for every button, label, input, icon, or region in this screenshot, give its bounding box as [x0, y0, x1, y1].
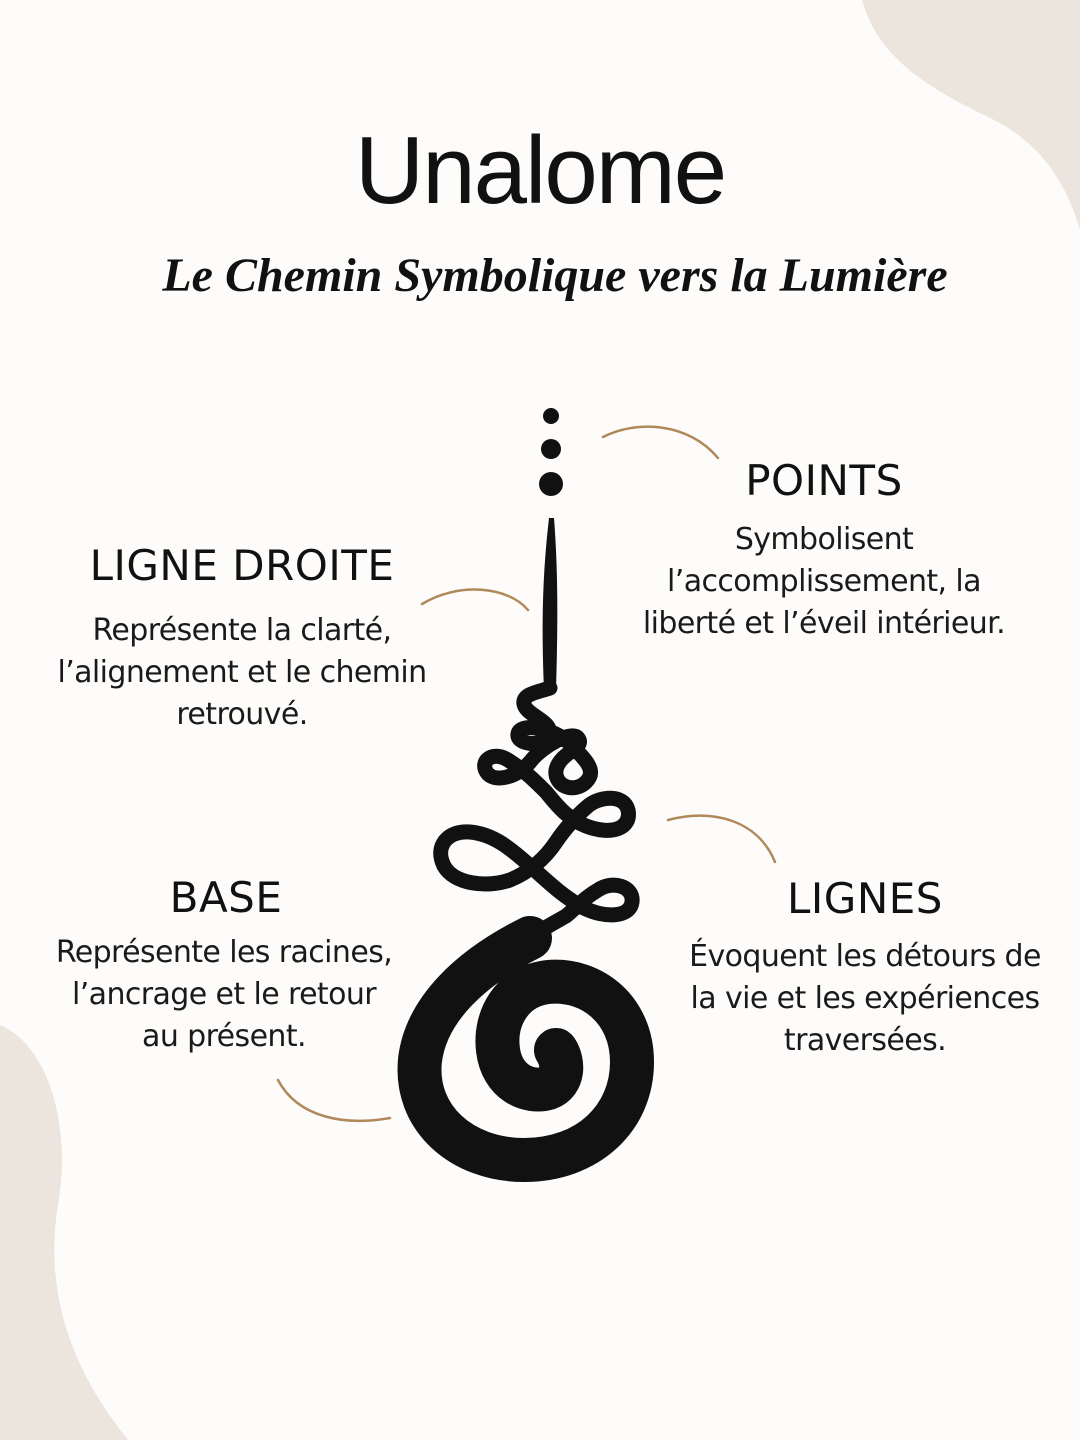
- unalome-dot-middle: [541, 439, 561, 459]
- page-title: Unalome: [354, 117, 726, 224]
- ligne-droite-description-line-1: Représente la clarté,: [92, 613, 392, 648]
- base-description-line-2: l’ancrage et le retour: [72, 977, 376, 1012]
- points-description-line-3: liberté et l’éveil intérieur.: [642, 606, 1006, 641]
- base-heading: BASE: [169, 873, 283, 922]
- unalome-dot-top: [543, 408, 559, 424]
- page-subtitle: Le Chemin Symbolique vers la Lumière: [162, 249, 948, 302]
- base-connector-arc: [278, 1080, 390, 1121]
- ligne-droite-description-line-2: l’alignement et le chemin: [57, 655, 427, 690]
- unalome-knot-path: [441, 688, 632, 940]
- unalome-base-spiral: [419, 938, 632, 1160]
- lignes-description-line-2: la vie et les expériences: [690, 981, 1040, 1016]
- unalome-straight-line: [543, 518, 558, 690]
- unalome-symbol: [419, 408, 632, 1160]
- lignes-connector-arc: [668, 816, 775, 862]
- points-heading: POINTS: [745, 456, 903, 505]
- base-description-line-1: Représente les racines,: [55, 935, 393, 970]
- points-description-line-2: l’accomplissement, la: [667, 564, 981, 599]
- unalome-dot-bottom: [539, 472, 563, 496]
- lignes-description-line-3: traversées.: [783, 1023, 947, 1058]
- ligne-droite-heading: LIGNE DROITE: [89, 541, 395, 590]
- ligne-droite-description-line-3: retrouvé.: [176, 697, 308, 732]
- base-description-line-3: au présent.: [142, 1019, 306, 1054]
- points-description-line-1: Symbolisent: [734, 522, 914, 557]
- lignes-heading: LIGNES: [787, 874, 943, 923]
- lignes-description-line-1: Évoquent les détours de: [689, 939, 1041, 974]
- ligne-droite-connector-arc: [422, 590, 528, 610]
- points-connector-arc: [603, 427, 718, 458]
